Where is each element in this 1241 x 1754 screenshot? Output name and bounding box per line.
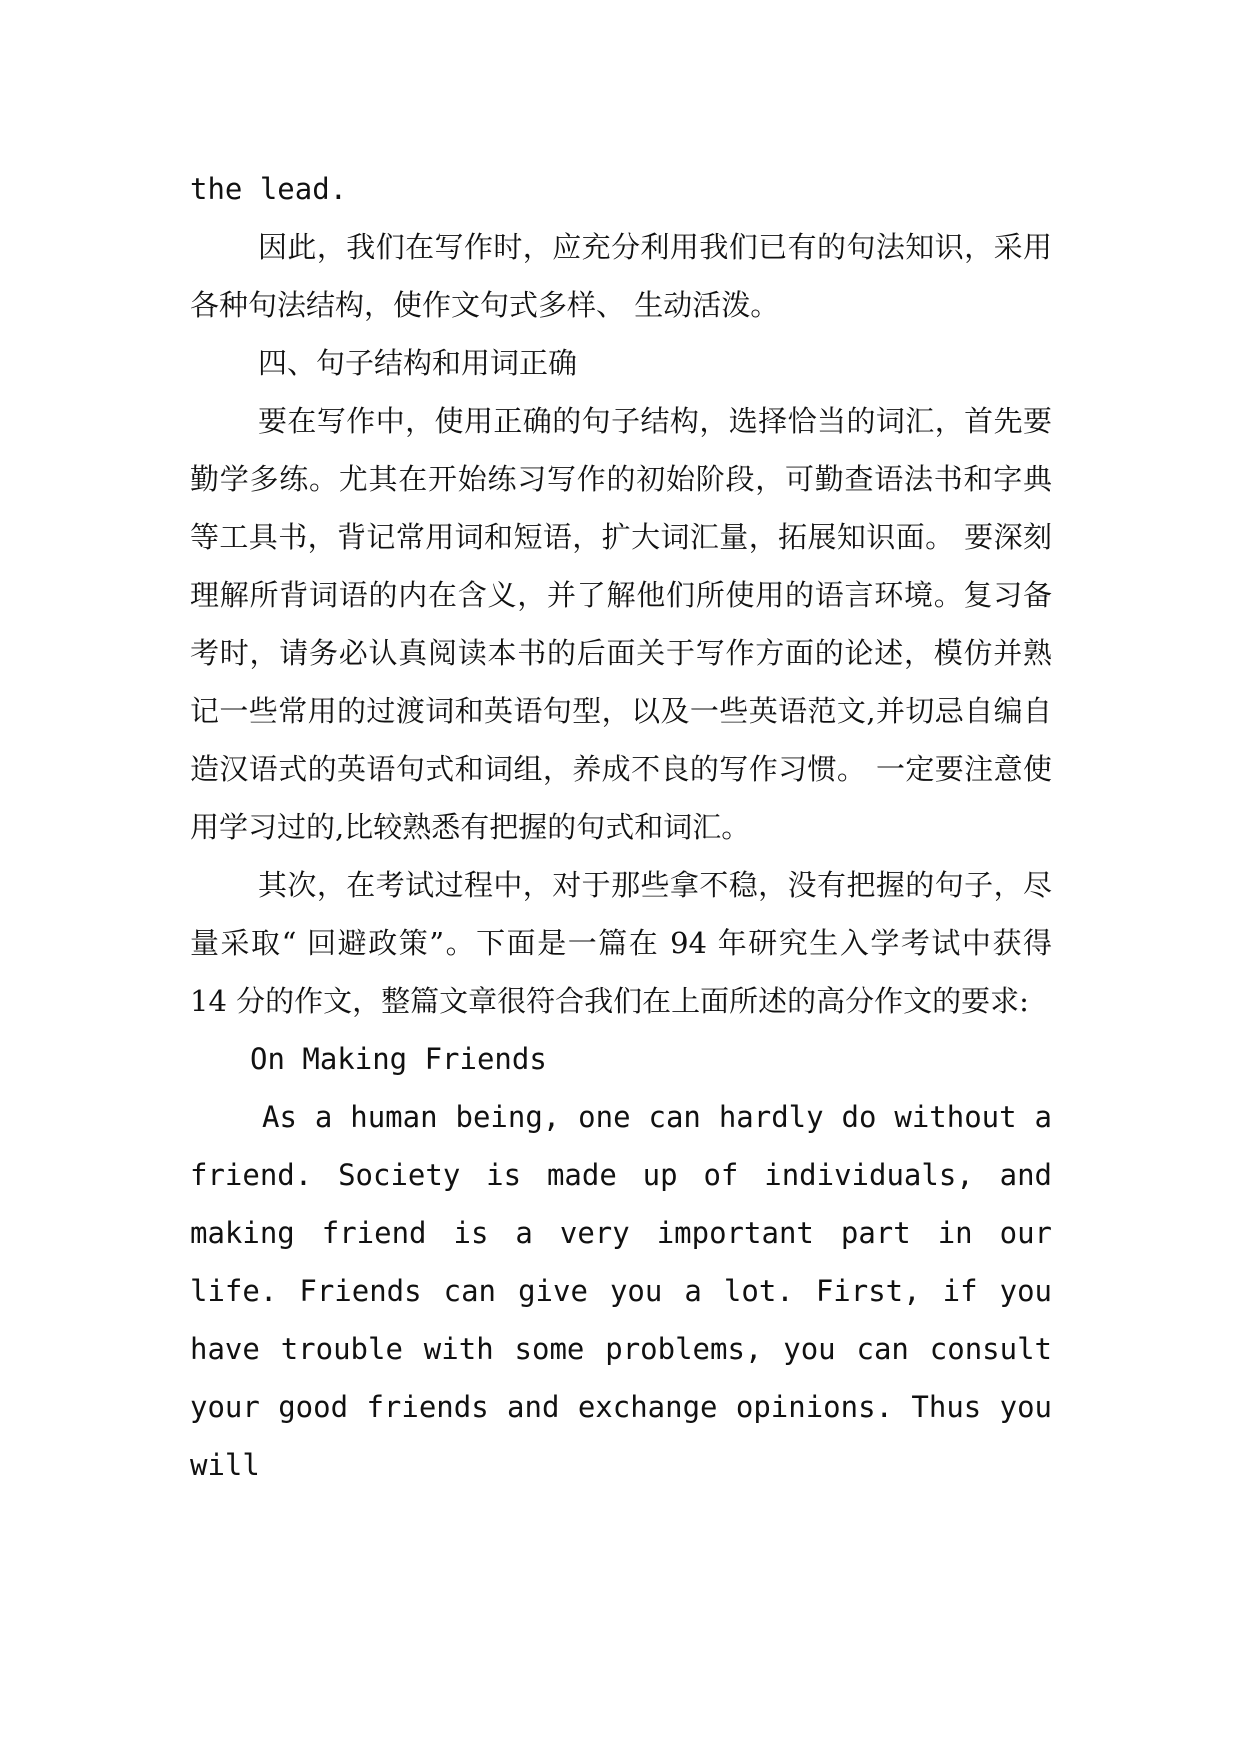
essay-title: On Making Friends	[250, 1042, 547, 1076]
document-body	[190, 160, 1052, 1494]
paragraph-continuation: the lead.	[190, 172, 348, 206]
paragraph-syntax-summary: 因此，我们在写作时，应充分利用我们已有的句法知识，采用各种句法结构，使作文句式多样、 生动活泼。	[190, 230, 1052, 322]
paragraph-exam-strategy: 其次，在考试过程中，对于那些拿不稳，没有把握的句子，尽量采取“ 回避政策”。下面是一篇在 94 年研究生入学考试中获得 14 分的作文，整篇文章很符合我们在上面所述的高分作文的要求:	[190, 868, 1052, 1018]
essay-paragraph: As a human being, one can hardly do without a friend. Society is made up of individuals, and making friend is a very important part in our life. Friends can give you a lot. First, if you have trouble with some problems, you can consult your good friends and exchange opinions. Thus you will	[190, 1100, 1052, 1482]
paragraph-practice-advice: 要在写作中，使用正确的句子结构，选择恰当的词汇，首先要勤学多练。尤其在开始练习写作的初始阶段，可勤查语法书和字典等工具书，背记常用词和短语，扩大词汇量，拓展知识面。 要深刻理解所背词语的内在含义，并了解他们所使用的语言环境。复习备考时，请务必认真阅读本书的后面关于写作方面的论述，模仿并熟记一些常用的过渡词和英语句型，以及一些英语范文,并切忌自编自造汉语式的英语句式和词组，养成不良的写作习惯。 一定要注意使用学习过的,比较熟悉有把握的句式和词汇。	[190, 404, 1052, 844]
section-heading-four: 四、句子结构和用词正确	[258, 346, 578, 380]
